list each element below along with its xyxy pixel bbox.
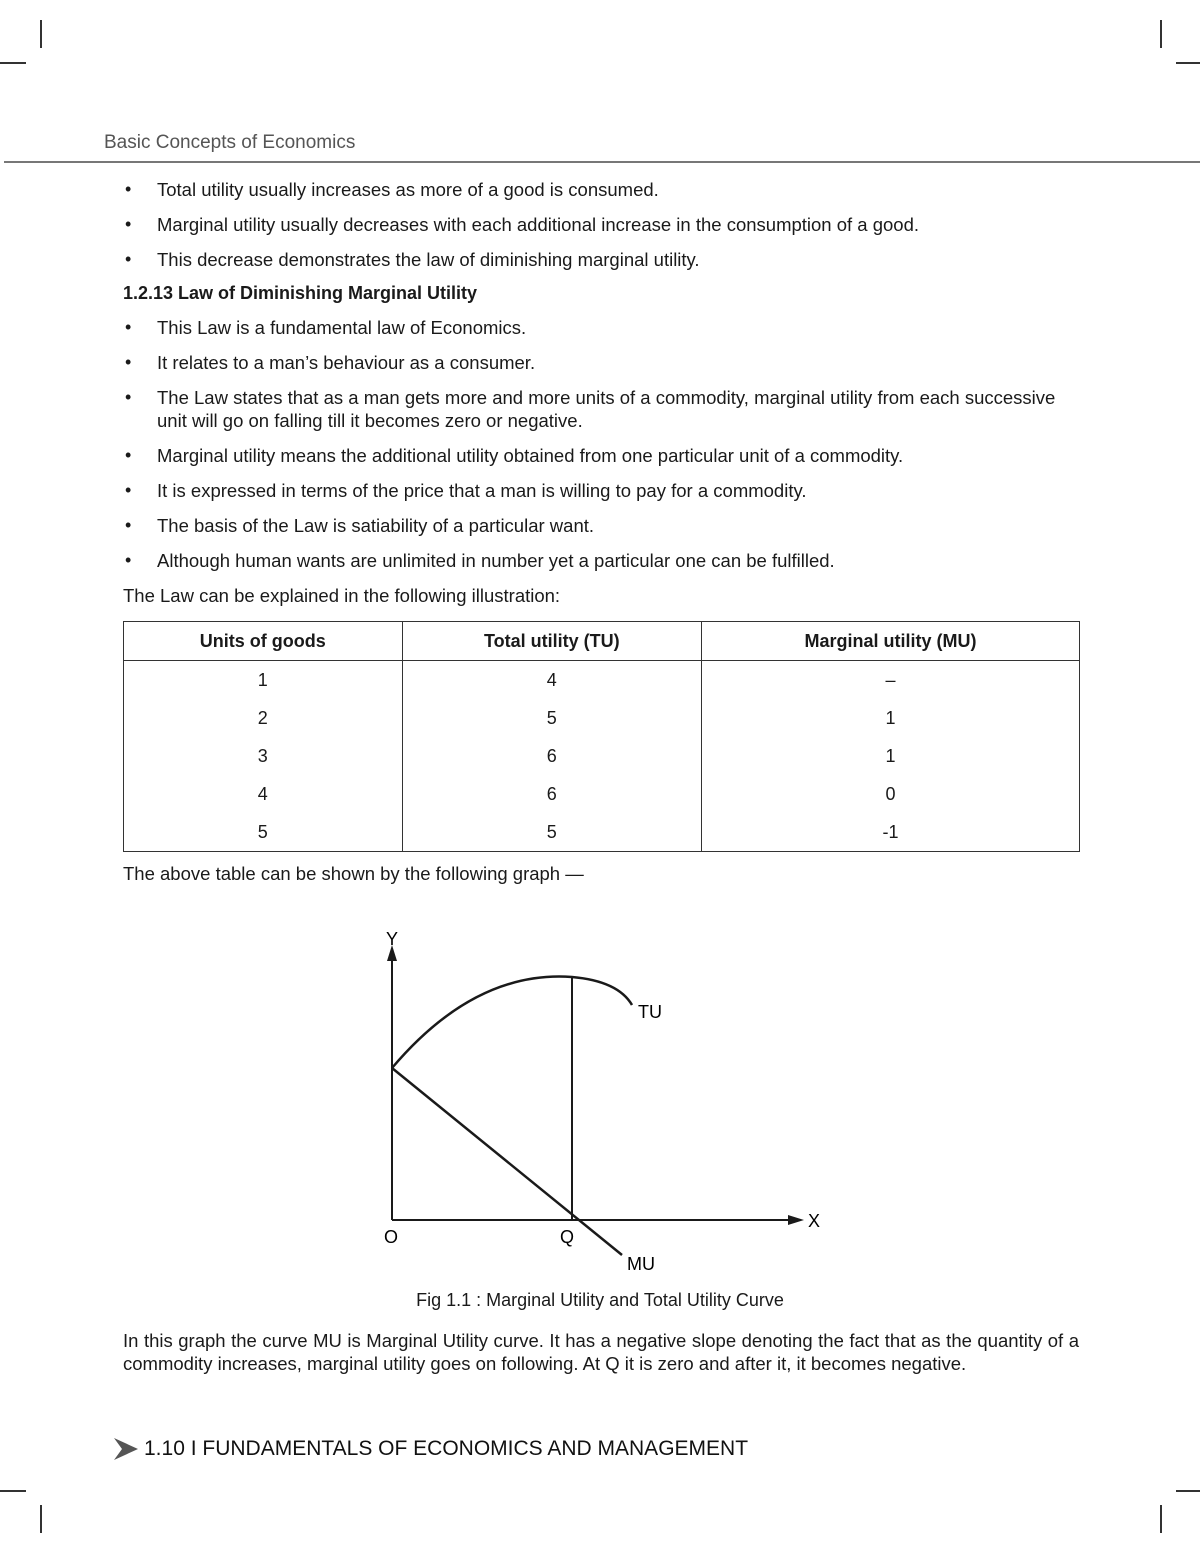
- tu-curve: [392, 977, 632, 1068]
- figure-caption: Fig 1.1 : Marginal Utility and Total Utility Curve: [416, 1290, 784, 1310]
- table-cell: 5: [124, 813, 403, 852]
- table-row: [124, 699, 1080, 737]
- table-cell: 6: [402, 775, 701, 813]
- closing-paragraph: In this graph the curve MU is Marginal Utility curve. It has a negative slope denoting the fact that as the quantity of a commodity increases, marginal utility goes on following. At Q it is zero and after it, it becomes negative.: [123, 1330, 1079, 1374]
- utility-table: [123, 621, 1080, 852]
- page-footer: [112, 1436, 748, 1462]
- chevron-right-icon: [112, 1436, 140, 1462]
- table-cell: 1: [702, 737, 1080, 775]
- crop-mark: [40, 1505, 42, 1533]
- utility-graph: [360, 925, 840, 1280]
- list-item: • It is expressed in terms of the price that a man is willing to pay for a commodity.: [123, 479, 1079, 502]
- table-intro: The Law can be explained in the following illustration:: [123, 585, 561, 606]
- crop-mark: [40, 20, 42, 48]
- list-item: • This Law is a fundamental law of Economics.: [123, 316, 1079, 339]
- table-row: [124, 775, 1080, 813]
- column-header: Units of goods: [124, 622, 403, 661]
- origin-label: O: [384, 1227, 399, 1247]
- x-axis-arrow-icon: [788, 1215, 804, 1225]
- column-header: Marginal utility (MU): [702, 622, 1080, 661]
- table-cell: -1: [702, 813, 1080, 852]
- table-row: [124, 737, 1080, 775]
- list-item: • Marginal utility means the additional utility obtained from one particular unit of a commodity.: [123, 444, 1079, 467]
- list-item: • The Law states that as a man gets more and more units of a commodity, marginal utility from each successive unit will go on falling till it becomes zero or negative.: [123, 386, 1079, 432]
- crop-mark: [1176, 1490, 1200, 1492]
- q-point-label: Q: [560, 1227, 575, 1247]
- y-axis-label: Y: [386, 929, 399, 949]
- crop-mark: [1160, 1505, 1162, 1533]
- crop-mark: [1176, 62, 1200, 64]
- tu-curve-label: TU: [638, 1002, 662, 1022]
- crop-mark: [0, 1490, 26, 1492]
- table-cell: 5: [402, 699, 701, 737]
- table-cell: 1: [702, 699, 1080, 737]
- section-heading: 1.2.13 Law of Diminishing Marginal Utility: [123, 283, 478, 303]
- table-cell: 2: [124, 699, 403, 737]
- table-row: [124, 813, 1080, 852]
- graph-intro: The above table can be shown by the following graph —: [123, 863, 584, 884]
- column-header: Total utility (TU): [402, 622, 701, 661]
- table-cell: 6: [402, 737, 701, 775]
- table-header-row: [124, 622, 1080, 661]
- intro-bullet-list: [123, 178, 1079, 271]
- table-cell: 4: [124, 775, 403, 813]
- law-bullet-list: [123, 316, 1079, 572]
- page-content: [123, 178, 1079, 899]
- list-item: • It relates to a man’s behaviour as a consumer.: [123, 351, 1079, 374]
- table-row: [124, 661, 1080, 700]
- table-cell: –: [702, 661, 1080, 700]
- list-item: • Marginal utility usually decreases with each additional increase in the consumption of a good.: [123, 213, 1079, 236]
- header-rule: [4, 161, 1200, 163]
- running-head: Basic Concepts of Economics: [104, 132, 356, 153]
- list-item: • Although human wants are unlimited in number yet a particular one can be fulfilled.: [123, 549, 1079, 572]
- table-cell: 4: [402, 661, 701, 700]
- crop-mark: [1160, 20, 1162, 48]
- table-cell: 1: [124, 661, 403, 700]
- crop-mark: [0, 62, 26, 64]
- utility-graph-svg: [360, 925, 840, 1280]
- list-item: • The basis of the Law is satiability of a particular want.: [123, 514, 1079, 537]
- list-item: • This decrease demonstrates the law of diminishing marginal utility.: [123, 248, 1079, 271]
- footer-text: 1.10 I FUNDAMENTALS OF ECONOMICS AND MANAGEMENT: [144, 1437, 749, 1460]
- mu-curve: [392, 1068, 622, 1255]
- x-axis-label: X: [808, 1211, 821, 1231]
- table-cell: 3: [124, 737, 403, 775]
- list-item: • Total utility usually increases as more of a good is consumed.: [123, 178, 1079, 201]
- mu-curve-label: MU: [627, 1254, 655, 1274]
- table-cell: 0: [702, 775, 1080, 813]
- table-cell: 5: [402, 813, 701, 852]
